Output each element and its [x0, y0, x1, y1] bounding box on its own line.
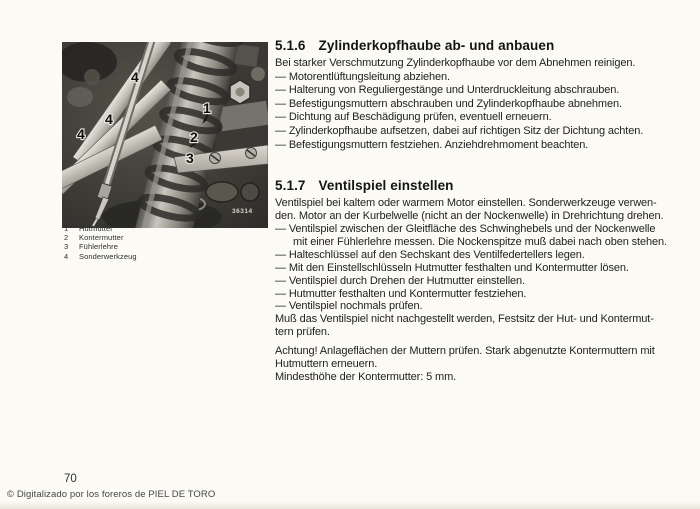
body-line: — Ventilspiel durch Drehen der Hutmutter einstellen.	[275, 274, 525, 287]
body-line: mit einer Fühlerlehre messen. Die Nockenspitze muß dabei nach oben stehen.	[293, 235, 667, 248]
body-line: — Befestigungsmuttern abschrauben und Zylinderkopfhaube abnehmen.	[275, 97, 622, 110]
photo-id: 36314	[232, 208, 253, 215]
legend-item-label: Fühlerlehre	[79, 242, 119, 252]
legend-item	[64, 233, 137, 242]
body-line: Ventilspiel bei kaltem oder warmem Motor einstellen. Sonderwerkzeuge verwen-	[275, 197, 657, 210]
engine-photo	[62, 42, 268, 228]
callout-3: 3	[186, 150, 194, 166]
legend-item	[64, 224, 137, 233]
page-number: 70	[64, 473, 77, 485]
body-line: — Befestigungsmuttern festziehen. Anziehdrehmoment beachten.	[275, 138, 589, 151]
body-line: Hutmuttern erneuern.	[275, 358, 378, 371]
callout-1: 1	[203, 100, 211, 116]
body-line: tern prüfen.	[275, 326, 330, 339]
body-line: den. Motor an der Kurbelwelle (nicht an der Nockenwelle) in Drehrichtung drehen.	[275, 210, 664, 223]
legend-item-number: 3	[64, 242, 69, 252]
body-line: — Motorentlüftungsleitung abziehen.	[275, 70, 450, 83]
section-number: 5.1.7	[275, 178, 306, 194]
section-5-1-7	[275, 178, 691, 384]
callout-4-middle: 4	[105, 111, 113, 127]
legend-item-number: 4	[64, 251, 69, 261]
body-line: — Hutmutter festhalten und Kontermutter festziehen.	[275, 287, 527, 300]
section-title: Zylinderkopfhaube ab- und anbauen	[318, 38, 555, 53]
section-heading	[275, 38, 691, 54]
callout-4-left: 4	[77, 126, 85, 142]
engine-photo-illustration	[62, 42, 268, 228]
section-number: 5.1.6	[275, 38, 306, 53]
body-line: — Mit den Einstellschlüsseln Hutmutter festhalten und Kontermutter lösen.	[275, 261, 629, 274]
legend-item	[64, 252, 137, 261]
body-line: Muß das Ventilspiel nicht nachgestellt werden, Festsitz der Hut- und Kontermut-	[275, 313, 654, 326]
text-column	[275, 38, 691, 384]
body-line: Bei starker Verschmutzung Zylinderkopfhaube vor dem Abnehmen reinigen.	[275, 57, 636, 69]
section-5-1-6	[275, 38, 691, 152]
callout-2: 2	[190, 129, 198, 145]
legend-item-label: Kontermutter	[79, 233, 124, 243]
callout-4-top: 4	[131, 69, 139, 85]
figure-legend	[64, 224, 137, 261]
body-line: — Ventilspiel zwischen der Gleitfläche des Schwinghebels und der Nockenwelle	[275, 222, 656, 235]
legend-item	[64, 242, 137, 251]
legend-item-number: 2	[64, 233, 69, 243]
body-line: Mindesthöhe der Kontermutter: 5 mm.	[275, 370, 457, 383]
body-line: — Halteschlüssel auf den Sechskant des Ventilfedertellers legen.	[275, 248, 585, 261]
watermark-text: © Digitalizado por los foreros de PIEL DE TORO	[7, 489, 216, 500]
body-line: — Zylinderkopfhaube aufsetzen, dabei auf richtigen Sitz der Dichtung achten.	[275, 124, 644, 137]
body-line: Achtung! Anlageflächen der Muttern prüfen. Stark abgenutzte Kontermuttern mit	[275, 345, 655, 358]
legend-item-number: 1	[64, 224, 69, 233]
legend-item-label: Sonderwerkzeug	[79, 251, 137, 261]
body-line: — Ventilspiel nochmals prüfen.	[275, 300, 423, 313]
body-line: — Dichtung auf Beschädigung prüfen, eventuell erneuern.	[275, 111, 552, 124]
section-heading	[275, 178, 691, 194]
section-title: Ventilspiel einstellen	[318, 178, 454, 194]
body-line: — Halterung von Reguliergestänge und Unterdruckleitung abschrauben.	[275, 84, 620, 97]
legend-item-label: Hutmutter	[79, 224, 113, 233]
